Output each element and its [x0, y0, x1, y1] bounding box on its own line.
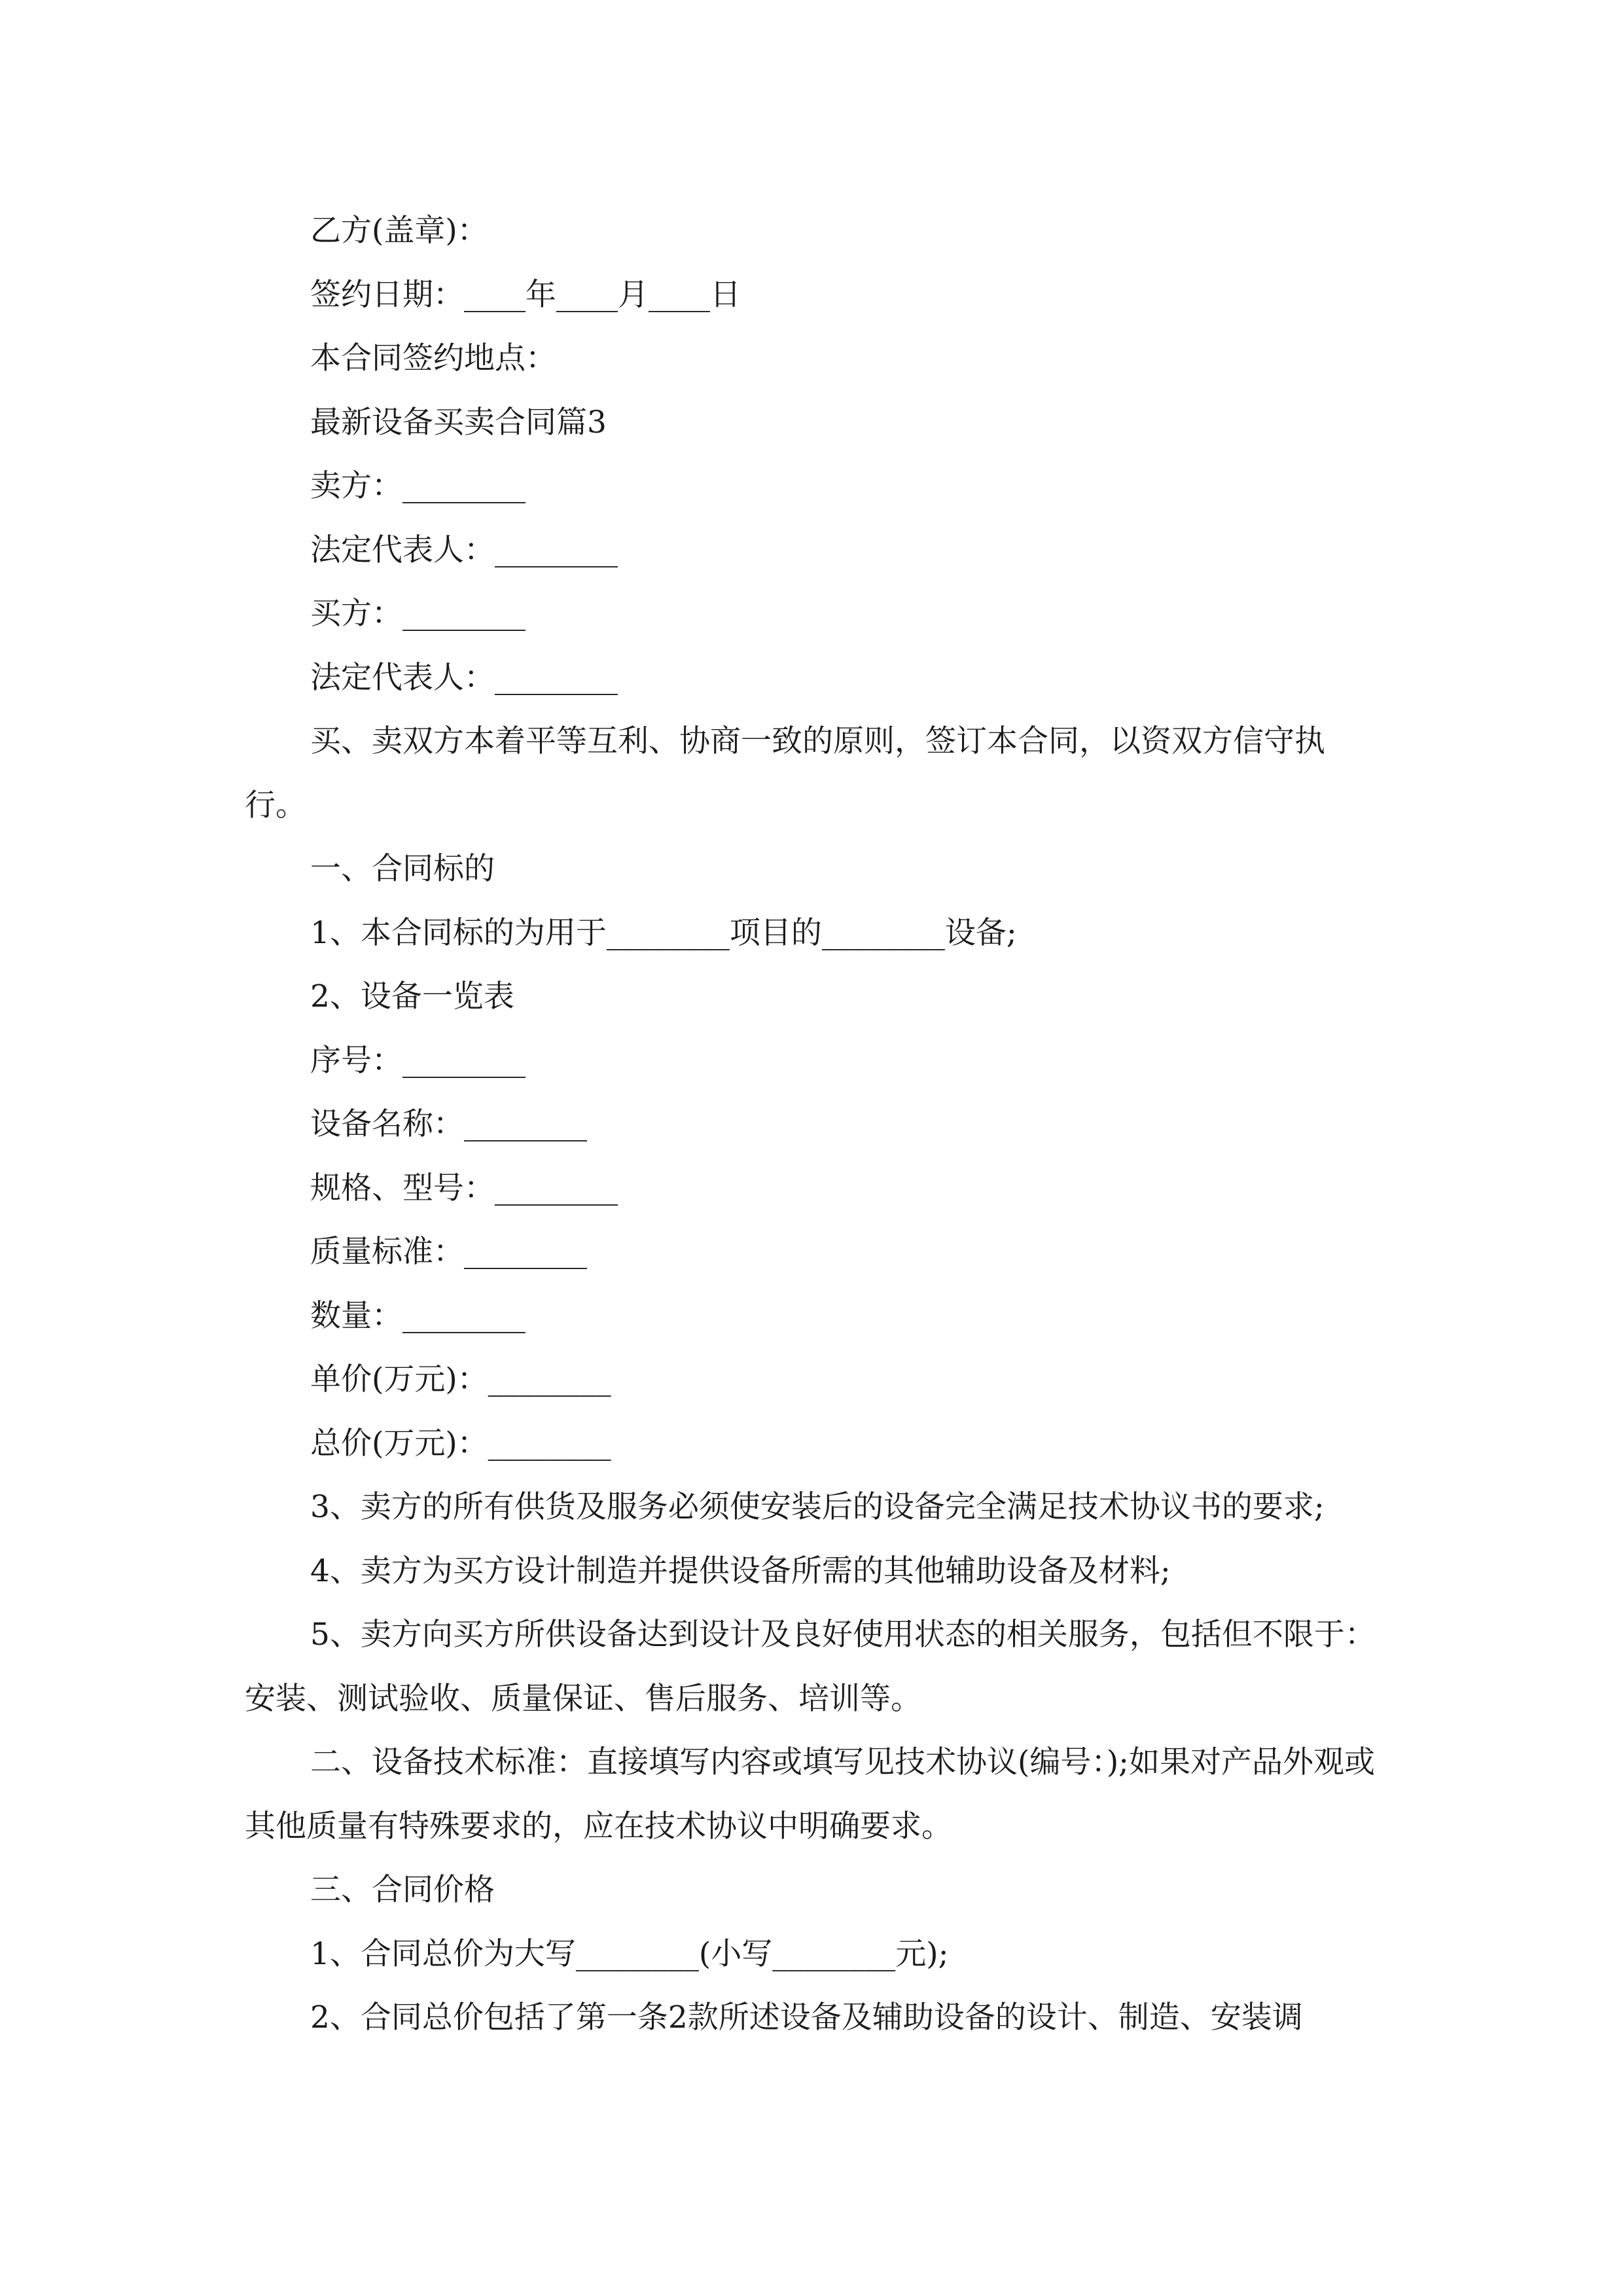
buyer-representative-line: 法定代表人：________ [310, 659, 618, 696]
field-serial-number: 序号：________ [310, 1042, 526, 1079]
clause-1-4: 4、卖方为买方设计制造并提供设备所需的其他辅助设备及材料; [310, 1552, 1171, 1589]
field-quantity: 数量：________ [310, 1297, 526, 1334]
clause-3-1: 1、合同总价为大写________(小写________元); [310, 1935, 949, 1972]
document-body [245, 199, 1383, 2050]
clause-1-2: 2、设备一览表 [310, 978, 514, 1014]
field-total-price: 总价(万元)：________ [310, 1425, 611, 1462]
field-unit-price: 单价(万元)：________ [310, 1361, 611, 1397]
party-b-seal-line: 乙方(盖章)： [310, 213, 488, 249]
signing-date-line: 签约日期：____年____月____日 [310, 276, 741, 313]
clause-1-5: 5、卖方向买方所供设备达到设计及良好使用状态的相关服务，包括但不限于：安装、测试验收、质量保证、售后服务、培训等。 [245, 1617, 1376, 1717]
section-1-heading: 一、合同标的 [310, 851, 495, 887]
preamble-paragraph: 买、卖双方本着平等互利、协商一致的原则，签订本合同，以资双方信守执行。 [245, 723, 1325, 823]
field-quality-standard: 质量标准：________ [310, 1234, 587, 1270]
signing-place-line: 本合同签约地点： [310, 340, 556, 376]
field-spec-model: 规格、型号：________ [310, 1170, 618, 1206]
contract-heading: 最新设备买卖合同篇3 [310, 404, 607, 440]
clause-1-1: 1、本合同标的为用于________项目的________设备; [310, 914, 1017, 951]
seller-line: 卖方：________ [310, 468, 526, 504]
clause-3-2: 2、合同总价包括了第一条2款所述设备及辅助设备的设计、制造、安装调 [310, 2000, 1303, 2036]
section-2-paragraph: 二、设备技术标准：直接填写内容或填写见技术协议(编号：);如果对产品外观或其他质量有特殊要求的，应在技术协议中明确要求。 [245, 1744, 1376, 1844]
seller-representative-line: 法定代表人：________ [310, 531, 618, 568]
section-3-heading: 三、合同价格 [310, 1872, 495, 1908]
clause-1-3: 3、卖方的所有供货及服务必须使安装后的设备完全满足技术协议书的要求; [310, 1489, 1325, 1525]
field-equipment-name: 设备名称：________ [310, 1106, 587, 1142]
buyer-line: 买方：________ [310, 596, 526, 632]
